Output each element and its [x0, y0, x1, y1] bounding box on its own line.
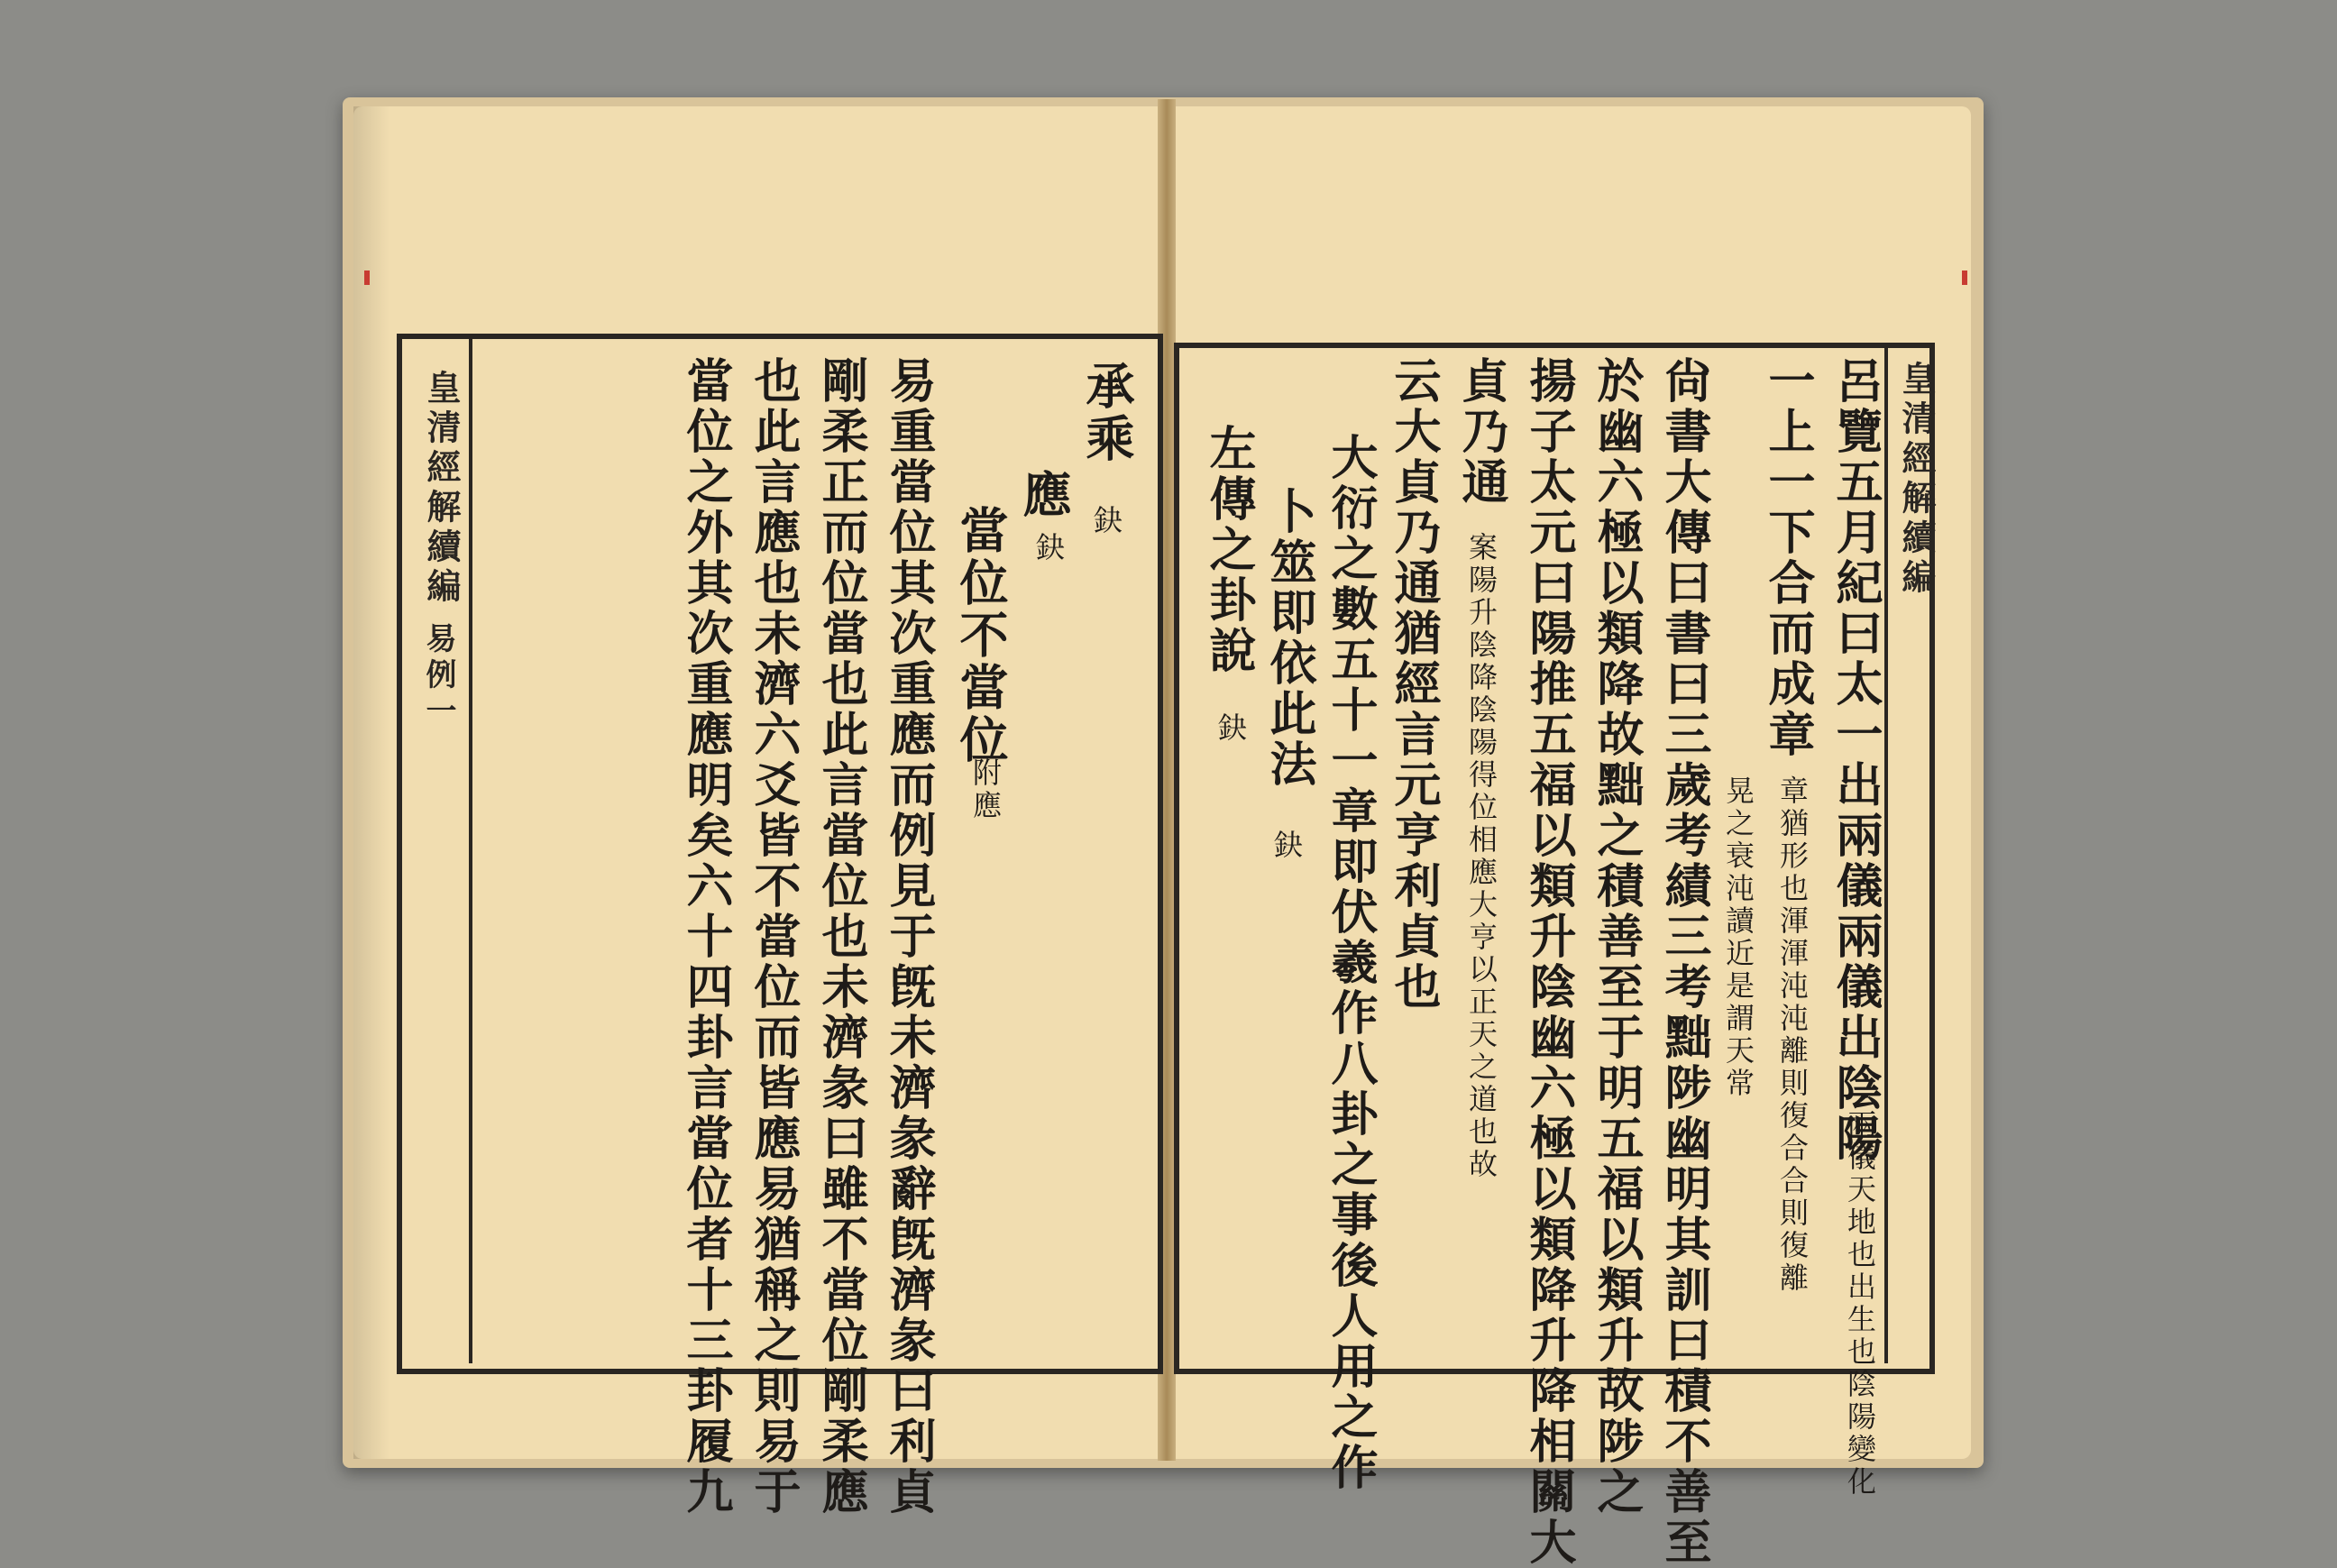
right-col-2: 一上一下合而成章 — [1760, 356, 1815, 760]
right-col-7: 云大貞乃通猶經言元亨利貞也 — [1386, 356, 1441, 1013]
left-col-7: 當位之外其次重應明矣六十四卦言當位者十三卦履九 — [678, 356, 733, 1518]
right-col-2-note: 章猶形也渾渾沌沌離則復合合則復離 — [1775, 775, 1810, 1295]
left-col-2: 應 — [1015, 469, 1073, 521]
right-col-3: 尙書大傳曰書曰三歲考績三考黜陟幽明其訓曰積不善至 — [1656, 356, 1711, 1568]
left-block-heading: 皇清經解續編 — [421, 370, 462, 608]
right-block-heading: 皇清經解續編 — [1896, 361, 1937, 599]
left-heading-rule — [469, 339, 472, 1363]
left-col-6: 也此言應也未濟六爻皆不當位而皆應易猶稱之則易于 — [746, 356, 801, 1518]
left-col-2-note: 鈌 — [1031, 532, 1066, 564]
left-col-1: 承乘 — [1078, 361, 1136, 465]
left-col-3-note: 附應 — [968, 757, 1003, 822]
right-col-10: 左傳之卦說 — [1201, 424, 1256, 676]
left-col-4: 易重當位其次重應而例見于旣未濟彖辭旣濟彖曰利貞 — [881, 356, 936, 1518]
right-col-1-note: 兩儀天地也出生也陰陽變化 — [1843, 1109, 1877, 1499]
right-col-9-note: 鈌 — [1269, 830, 1304, 862]
red-mark-left — [364, 271, 370, 285]
right-col-4: 於幽六極以類降故黜之積善至于明五福以類升故陟之 — [1589, 356, 1644, 1518]
right-col-6-note: 案陽升陰降陰陽得位相應大亨以正天之道也故 — [1464, 532, 1498, 1181]
right-col-6: 貞乃通 — [1453, 356, 1508, 508]
right-col-2-note-b: 晃之衰沌讀近是謂天常 — [1721, 775, 1755, 1100]
left-col-3: 當位不當位 — [952, 505, 1010, 766]
left-col-5: 剛柔正而位當也此言當位也未濟彖曰雖不當位剛柔應 — [813, 356, 868, 1518]
right-col-8: 大衍之數五十一章即伏羲作八卦之事後人用之作 — [1323, 433, 1378, 1493]
right-col-10-note: 鈌 — [1214, 712, 1248, 745]
right-col-9: 卜筮即依此法 — [1261, 487, 1316, 790]
left-col-1-note: 鈌 — [1089, 505, 1123, 537]
left-block-subtitle: 易例一 — [420, 622, 456, 730]
right-col-5: 揚子太元曰陽推五福以類升陰幽六極以類降升降相關大 — [1521, 356, 1576, 1568]
red-mark-right — [1962, 271, 1967, 285]
right-col-1: 呂覽五月紀曰太一出兩儀兩儀出陰陽 — [1828, 356, 1883, 1164]
left-page-edge-shadow — [353, 106, 390, 1459]
